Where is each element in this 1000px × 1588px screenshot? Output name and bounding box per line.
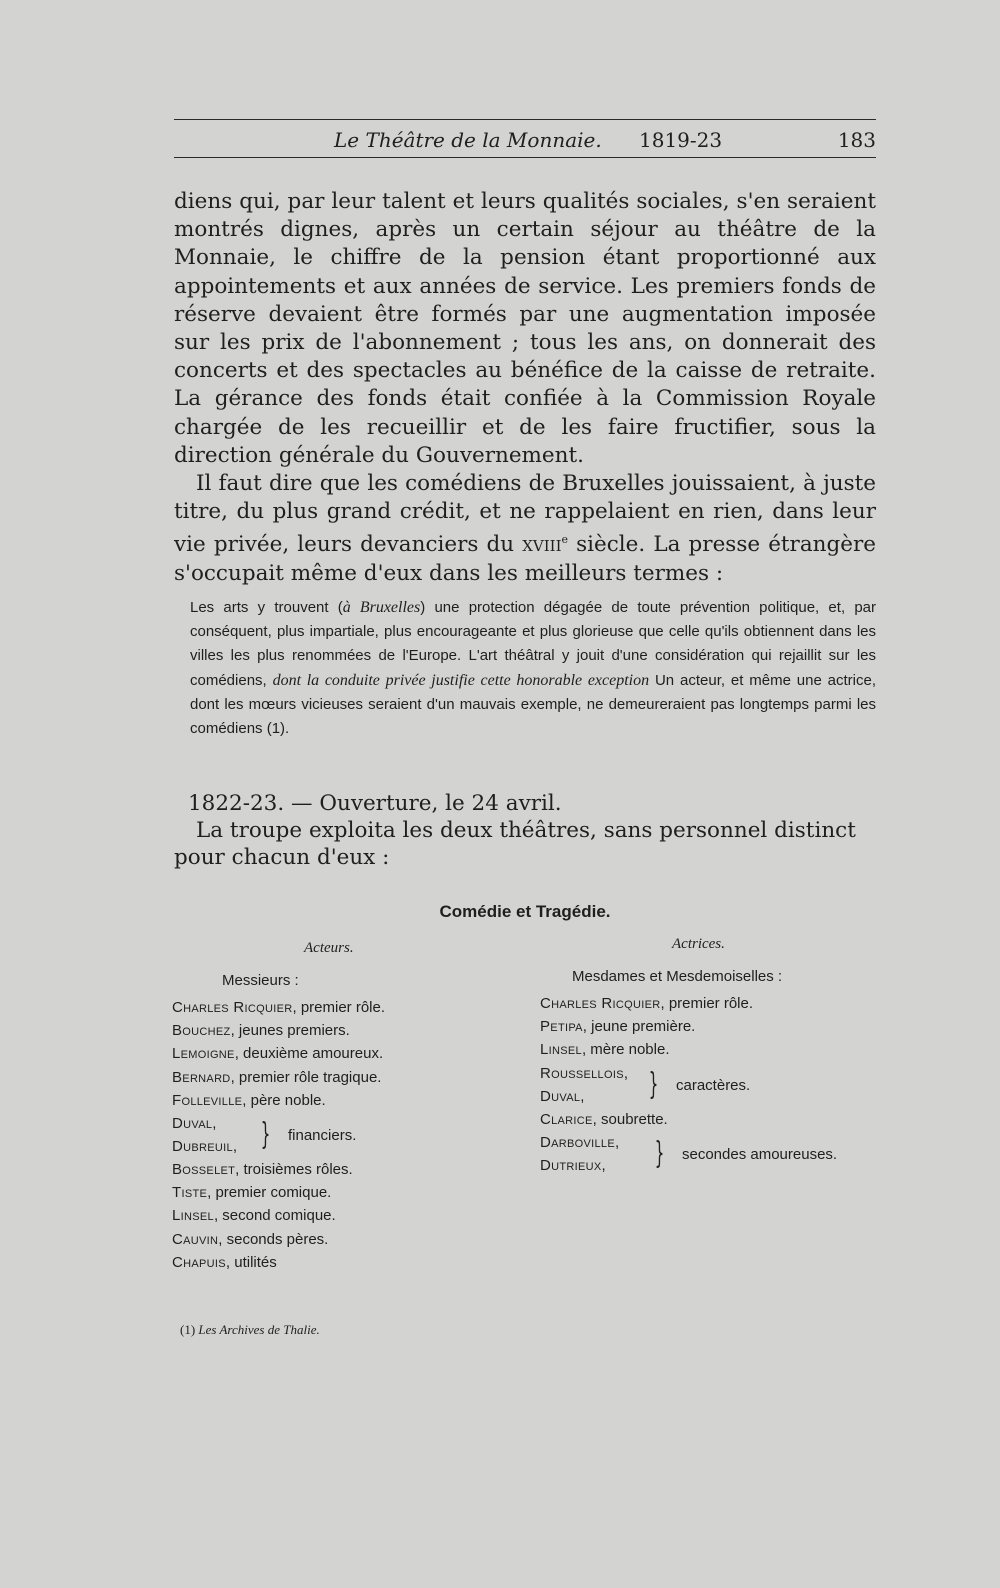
list-item: Bernard, premier rôle tragique. bbox=[172, 1068, 382, 1086]
actors-heading: Acteurs. bbox=[304, 940, 354, 956]
list-item: Tiste, premier comique. bbox=[172, 1184, 332, 1202]
century-numeral: xviii bbox=[522, 532, 562, 558]
footnote bbox=[180, 1322, 320, 1338]
list-item: Clarice, soubrette. bbox=[540, 1110, 668, 1128]
brace-symbol: } bbox=[648, 1066, 659, 1102]
list-item: Petipa, jeune première. bbox=[540, 1018, 696, 1036]
group-role: caractères. bbox=[676, 1076, 751, 1094]
actors-subheading: Messieurs : bbox=[222, 972, 299, 989]
footnote-marker: (1) bbox=[180, 1322, 196, 1337]
header-bottom-rule bbox=[174, 157, 876, 158]
header-title: Le Théâtre de la Monnaie. bbox=[334, 128, 602, 152]
header-top-rule bbox=[174, 119, 876, 120]
list-item: Linsel, mère noble. bbox=[540, 1041, 670, 1059]
list-item: Charles Ricquier, premier rôle. bbox=[172, 999, 386, 1016]
list-item: Bouchez, jeunes premiers. bbox=[172, 1022, 350, 1040]
group-role: secondes amoureuses. bbox=[682, 1145, 838, 1163]
press-quote: Les arts y trouvent (à Bruxelles) une protection dégagée de toute prévention politique, et, par conséquent, plus impartiale, plus encourageante et plus glorieuse que celle qu'ils obtiennent dans les villes les plus renommées de l'Europe. L'art théâtral y jouit d'une considération qui rejaillit sur les comédiens, dont la conduite privée justifie cette honorable exception Un acteur, et même une actrice, dont les mœurs vicieuses seraient d'un mauvais exemple, ne demeureraient pas longtemps parmi les comédiens (1). bbox=[190, 599, 877, 738]
actresses-subheading: Mesdames et Mesdemoiselles : bbox=[572, 968, 783, 985]
paragraph-2: Il faut dire que les comédiens de Bruxelles jouissaient, à juste titre, du plus grand crédit, et ne rappelaient en rien, dans leur vie privée, leurs devanciers du xviii$^e$ siècle. La presse étrangère s'occupait même d'eux dans les meilleurs termes : bbox=[174, 471, 876, 586]
actresses-heading: Actrices. bbox=[672, 936, 725, 952]
group-role: financiers. bbox=[288, 1127, 357, 1145]
brace-symbol: } bbox=[260, 1117, 271, 1153]
cast-title: Comédie et Tragédie. bbox=[439, 902, 611, 921]
main-text bbox=[174, 188, 876, 588]
season-section bbox=[174, 790, 876, 871]
running-header bbox=[174, 128, 876, 158]
century-superscript: e bbox=[561, 533, 569, 547]
list-item: Cauvin, seconds pères. bbox=[172, 1230, 329, 1248]
actors-group-financiers: Duval, Dubreuil, } financiers. bbox=[172, 1115, 357, 1156]
page-number: 183 bbox=[837, 128, 876, 152]
list-item: Chapuis, utilités bbox=[172, 1253, 277, 1271]
header-years: 1819-23 bbox=[639, 128, 723, 152]
paragraph-1: diens qui, par leur talent et leurs qualités sociales, s'en seraient montrés dignes, après un certain séjour au théâtre de la Monnaie, le chiffre de la pension étant proportionné aux appointements et aux années de service. Les premiers fonds de réserve devaient être formés par une augmentation imposée sur les prix de l'abonnement ; tous les ans, on donnerait des concerts et des spectacles au bénéfice de la caisse de retraite. La gérance des fonds était confiée à la Commission Royale chargée de les recueillir et de les faire fructifier, sous la direction générale du Gouvernement. bbox=[174, 189, 876, 468]
season-intro: La troupe exploita les deux théâtres, sans personnel distinct pour chacun d'eux : bbox=[174, 818, 856, 870]
actresses-group-caracteres: Roussellois, Duval, } caractères. bbox=[540, 1064, 751, 1105]
list-item: Linsel, second comique. bbox=[172, 1207, 336, 1225]
actors-list bbox=[172, 996, 385, 1274]
list-item: Bosselet, troisièmes rôles. bbox=[172, 1161, 353, 1179]
list-item: Charles Ricquier, premier rôle. bbox=[540, 995, 754, 1012]
season-heading: 1822-23. — Ouverture, le 24 avril. bbox=[188, 791, 562, 816]
list-item: Lemoigne, deuxième amoureux. bbox=[172, 1045, 384, 1063]
brace-symbol: } bbox=[654, 1135, 665, 1171]
list-item: Folleville, père noble. bbox=[172, 1091, 326, 1109]
actresses-group-secondes: Darboville, Dutrieux, } secondes amoureuses. bbox=[540, 1133, 838, 1175]
footnote-text: Les Archives de Thalie. bbox=[198, 1322, 320, 1337]
actresses-list bbox=[540, 992, 838, 1177]
